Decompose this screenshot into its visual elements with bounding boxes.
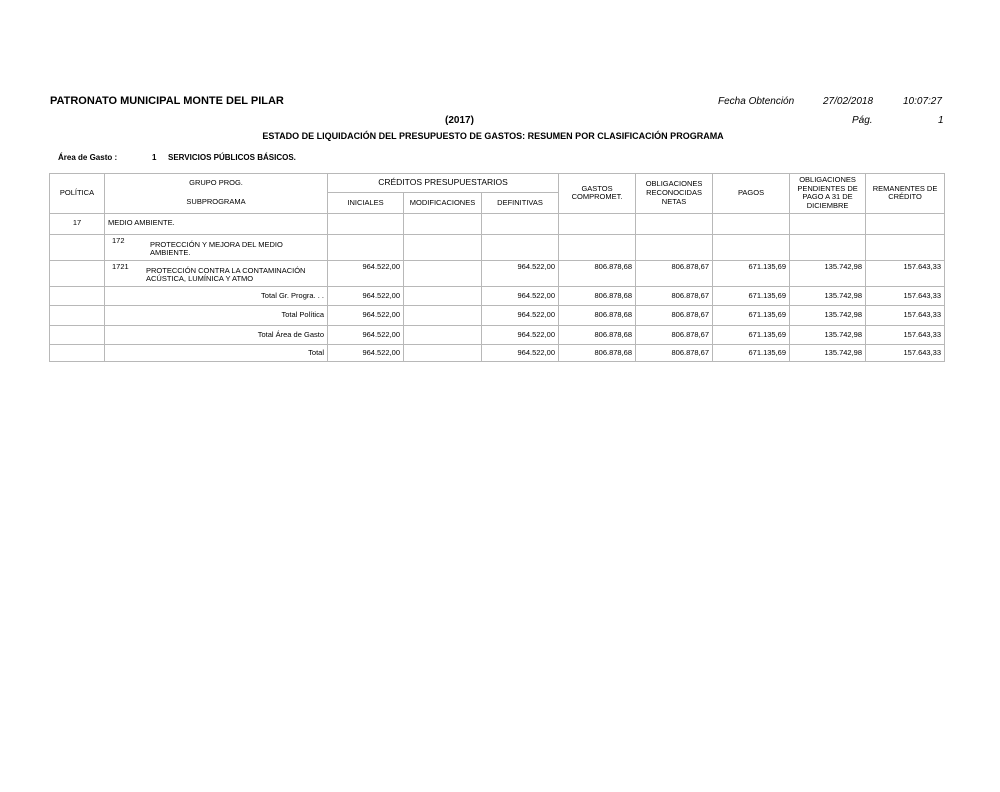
total-iniciales: 964.522,00 [328, 306, 404, 326]
col-modificaciones: MODIFICACIONES [404, 193, 482, 213]
total-row [50, 306, 945, 326]
grupo-cell [105, 234, 328, 260]
total-pagos: 671.135,69 [713, 345, 790, 362]
total-pagos: 671.135,69 [713, 287, 790, 306]
sub-remanentes: 157.643,33 [866, 260, 945, 286]
total-modificaciones [404, 345, 482, 362]
total-pendientes: 135.742,98 [790, 306, 866, 326]
total-gastos: 806.878,68 [559, 306, 636, 326]
total-remanentes: 157.643,33 [866, 345, 945, 362]
sub-code: 1721 [112, 261, 129, 271]
col-iniciales: INICIALES [328, 193, 404, 213]
total-modificaciones [404, 306, 482, 326]
subprograma-cell [105, 260, 328, 286]
header-row-1 [50, 174, 945, 193]
total-pendientes: 135.742,98 [790, 287, 866, 306]
fecha-label: Fecha Obtención [718, 96, 795, 107]
total-definitivas: 964.522,00 [482, 306, 559, 326]
sub-name: PROTECCIÓN CONTRA LA CONTAMINACIÓN ACÚSTICA, LUMÍNICA Y ATMO [146, 265, 306, 284]
total-label: Total [105, 345, 328, 362]
sub-gastos: 806.878,68 [559, 260, 636, 286]
total-row [50, 287, 945, 306]
fecha-value: 27/02/2018 [823, 96, 874, 107]
total-obligaciones: 806.878,67 [636, 306, 713, 326]
col-pagos: PAGOS [713, 174, 790, 214]
total-pendientes: 135.742,98 [790, 326, 866, 345]
sub-definitivas: 964.522,00 [482, 260, 559, 286]
politica-code: 17 [50, 213, 105, 234]
grupo-row [50, 234, 945, 260]
sub-pendientes: 135.742,98 [790, 260, 866, 286]
politica-row [50, 213, 945, 234]
total-row [50, 345, 945, 362]
total-iniciales: 964.522,00 [328, 287, 404, 306]
total-remanentes: 157.643,33 [866, 287, 945, 306]
report-title: ESTADO DE LIQUIDACIÓN DEL PRESUPUESTO DE GASTOS: RESUMEN POR CLASIFICACIÓN PROGRAMA [262, 131, 724, 141]
total-obligaciones: 806.878,67 [636, 326, 713, 345]
politica-name: MEDIO AMBIENTE. [105, 213, 328, 234]
time-value: 10:07:27 [903, 96, 942, 107]
total-definitivas: 964.522,00 [482, 326, 559, 345]
total-gastos: 806.878,68 [559, 326, 636, 345]
grupo-code: 172 [112, 235, 125, 245]
total-pagos: 671.135,69 [713, 326, 790, 345]
col-politica: POLÍTICA [50, 174, 105, 214]
total-modificaciones [404, 287, 482, 306]
total-definitivas: 964.522,00 [482, 287, 559, 306]
total-pendientes: 135.742,98 [790, 345, 866, 362]
organization-name: PATRONATO MUNICIPAL MONTE DEL PILAR [50, 95, 284, 107]
total-iniciales: 964.522,00 [328, 326, 404, 345]
page-number: 1 [938, 115, 944, 126]
col-creditos: CRÉDITOS PRESUPUESTARIOS [328, 174, 559, 193]
total-remanentes: 157.643,33 [866, 306, 945, 326]
budget-table [49, 173, 945, 362]
area-label: Área de Gasto : [58, 153, 118, 162]
total-definitivas: 964.522,00 [482, 345, 559, 362]
grupo-name: PROTECCIÓN Y MEJORA DEL MEDIO AMBIENTE. [150, 239, 283, 258]
total-iniciales: 964.522,00 [328, 345, 404, 362]
col-gastos: GASTOS COMPROMET. [559, 174, 636, 214]
total-gastos: 806.878,68 [559, 345, 636, 362]
report-year: (2017) [445, 115, 474, 126]
sub-modificaciones [404, 260, 482, 286]
col-remanentes: REMANENTES DE CRÉDITO [866, 174, 945, 214]
col-subprograma: SUBPROGRAMA [105, 193, 328, 213]
area-code: 1 [152, 153, 157, 162]
col-definitivas: DEFINITIVAS [482, 193, 559, 213]
total-label: Total Área de Gasto [105, 326, 328, 345]
sub-iniciales: 964.522,00 [328, 260, 404, 286]
total-pagos: 671.135,69 [713, 306, 790, 326]
total-modificaciones [404, 326, 482, 345]
subprograma-row [50, 260, 945, 286]
total-row [50, 326, 945, 345]
col-pendientes: OBLIGACIONES PENDIENTES DE PAGO A 31 DE DICIEMBRE [790, 174, 866, 214]
total-remanentes: 157.643,33 [866, 326, 945, 345]
total-gastos: 806.878,68 [559, 287, 636, 306]
total-label: Total Política [105, 306, 328, 326]
sub-obligaciones: 806.878,67 [636, 260, 713, 286]
sub-pagos: 671.135,69 [713, 260, 790, 286]
page-label: Pág. [852, 115, 873, 126]
total-label: Total Gr. Progra. . . [105, 287, 328, 306]
col-grupo: GRUPO PROG. [105, 174, 328, 193]
total-obligaciones: 806.878,67 [636, 287, 713, 306]
total-obligaciones: 806.878,67 [636, 345, 713, 362]
col-obligaciones: OBLIGACIONES RECONOCIDAS NETAS [636, 174, 713, 214]
area-name: SERVICIOS PÚBLICOS BÁSICOS. [168, 153, 296, 162]
